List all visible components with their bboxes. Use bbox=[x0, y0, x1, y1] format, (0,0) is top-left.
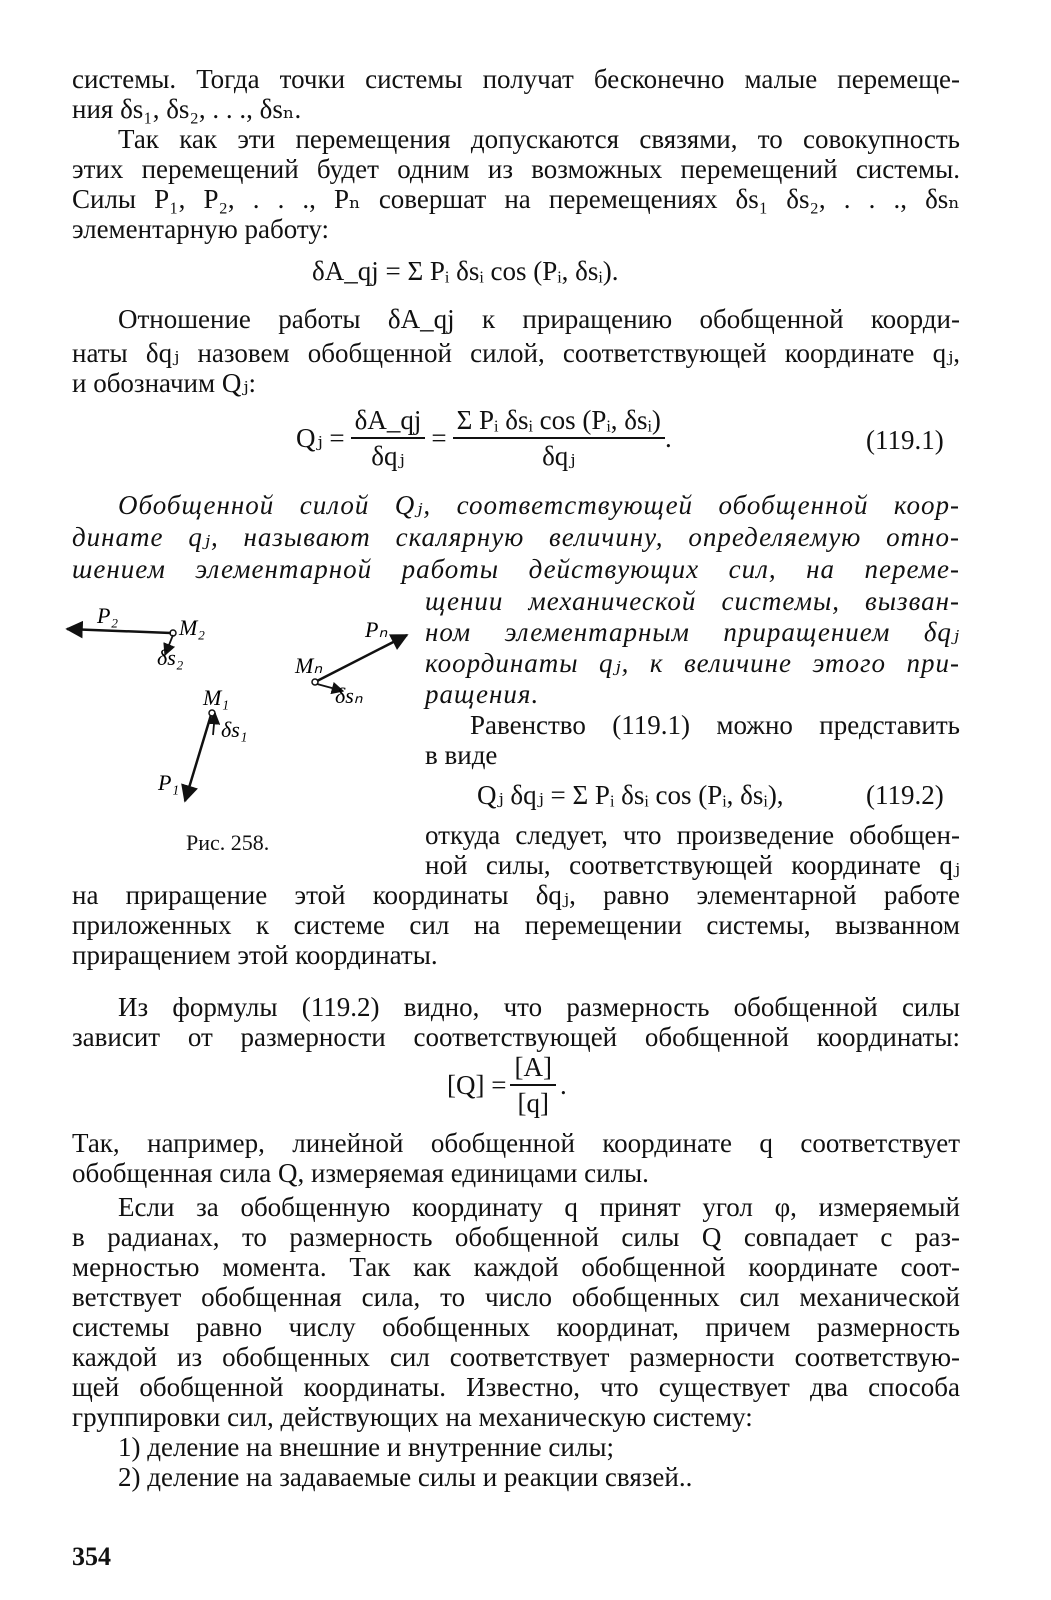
fraction-denominator: [q] bbox=[517, 1088, 549, 1118]
text-line: ном элементарным приращением δqⱼ bbox=[425, 617, 960, 647]
equation-number: (119.1) bbox=[866, 425, 944, 455]
text-line: мерностью момента. Так как каждой обобщенной координате соот- bbox=[72, 1252, 960, 1282]
fraction-numerator: Σ Pᵢ δsᵢ cos (Pᵢ, δsᵢ) bbox=[453, 405, 665, 439]
list-item: 2) деление на задаваемые силы и реакции связей.. bbox=[118, 1462, 693, 1492]
fraction-numerator: δA_qj bbox=[351, 405, 426, 439]
formula-119-2: Qⱼ δqⱼ = Σ Pᵢ δsᵢ cos (Pᵢ, δsᵢ), bbox=[477, 780, 784, 810]
text-line: зависит от размерности соответствующей обобщенной координаты: bbox=[72, 1022, 960, 1052]
formula-lhs: Qⱼ = bbox=[296, 423, 345, 453]
figure-258 bbox=[55, 595, 425, 820]
force-arrow-p2 bbox=[67, 629, 171, 633]
fraction bbox=[453, 405, 665, 471]
force-arrow-p1 bbox=[185, 715, 211, 801]
formula-lhs: [Q] = bbox=[447, 1070, 507, 1100]
text-line: системы равно числу обобщенных координат, причем размерность bbox=[72, 1312, 960, 1342]
text-line: системы. Тогда точки системы получат бесконечно малые перемеще- bbox=[72, 64, 960, 94]
period: . bbox=[664, 423, 672, 453]
equals-sign: = bbox=[431, 423, 447, 453]
formula-dimension bbox=[447, 1050, 567, 1120]
text-line: щей обобщенной координаты. Известно, что существует два способа bbox=[72, 1372, 960, 1402]
text-line: ветствует обобщенная сила, то число обобщенных сил механической bbox=[72, 1282, 960, 1312]
text-line: Равенство (119.1) можно представить bbox=[470, 710, 960, 740]
label-p1: P₁ bbox=[158, 770, 180, 795]
text-line: группировки сил, действующих на механическую систему: bbox=[72, 1402, 753, 1432]
text-line: координаты qⱼ, к величине этого при- bbox=[425, 648, 960, 678]
text-line: ной силы, соответствующей координате qⱼ bbox=[425, 850, 960, 880]
list-item: 1) деление на внешние и внутренние силы; bbox=[118, 1432, 614, 1462]
text-line: щении механической системы, вызван- bbox=[425, 586, 960, 616]
text-line: в радианах, то размерность обобщенной силы Q совпадает с раз- bbox=[72, 1222, 960, 1252]
text-line: ращения. bbox=[425, 679, 540, 709]
text-line: на приращение этой координаты δqⱼ, равно элементарной работе bbox=[72, 880, 960, 910]
fraction-denominator: δqⱼ bbox=[371, 441, 405, 471]
page-number: 354 bbox=[72, 1542, 111, 1571]
text-line: Так как эти перемещения допускаются связями, то совокупность bbox=[118, 124, 960, 154]
text-line: Из формулы (119.2) видно, что размерность обобщенной силы bbox=[118, 992, 960, 1022]
fraction bbox=[351, 405, 426, 471]
text-line: Так, например, линейной обобщенной координате q соответствует bbox=[72, 1128, 960, 1158]
force-arrow-pn bbox=[317, 635, 407, 681]
text-line: этих перемещений будет одним из возможных перемещений системы. bbox=[72, 154, 960, 184]
text-line: обобщенная сила Q, измеряемая единицами силы. bbox=[72, 1158, 649, 1188]
label-mn: Mₙ bbox=[295, 653, 323, 678]
label-m1: M₁ bbox=[203, 685, 229, 710]
text-line: динате qⱼ, называют скалярную величину, определяемую отно- bbox=[72, 522, 960, 552]
text-line: приложенных к системе сил на перемещении системы, вызванном bbox=[72, 910, 960, 940]
text-line: Силы P₁, P₂, . . ., Pₙ совершат на перемещениях δs₁ δs₂, . . ., δsₙ bbox=[72, 184, 960, 214]
text-line: в виде bbox=[425, 740, 498, 770]
text-line: ния δs₁, δs₂, . . ., δsₙ. bbox=[72, 94, 302, 124]
text-line: и обозначим Qⱼ: bbox=[72, 368, 256, 398]
text-line: откуда следует, что произведение обобщен- bbox=[425, 820, 960, 850]
label-pn: Pₙ bbox=[365, 617, 388, 642]
fraction bbox=[510, 1052, 555, 1118]
fraction-denominator: δqⱼ bbox=[542, 441, 576, 471]
label-ds2: δs₂ bbox=[157, 645, 184, 670]
label-p2: P₂ bbox=[97, 603, 119, 628]
label-m2: M₂ bbox=[179, 615, 205, 640]
text-line: каждой из обобщенных сил соответствует размерности соответствую- bbox=[72, 1342, 960, 1372]
equation-number: (119.2) bbox=[866, 780, 944, 810]
text-line: Отношение работы δA_qj к приращению обобщенной коорди- bbox=[118, 304, 960, 334]
fraction-numerator: [A] bbox=[510, 1052, 555, 1086]
label-ds1: δs₁ bbox=[221, 717, 248, 742]
formula-work: δA_qj = Σ Pᵢ δsᵢ cos (Pᵢ, δsᵢ). bbox=[312, 256, 619, 286]
text-line: Обобщенной силой Qⱼ, соответствующей обобщенной коор- bbox=[118, 490, 960, 520]
label-dsn: δsₙ bbox=[335, 683, 363, 708]
period: . bbox=[559, 1070, 567, 1100]
text-line: шением элементарной работы действующих сил, на переме- bbox=[72, 554, 960, 584]
text-line: Если за обобщенную координату q принят угол φ, измеряемый bbox=[118, 1192, 960, 1222]
text-line: элементарную работу: bbox=[72, 214, 330, 244]
text-line: приращением этой координаты. bbox=[72, 940, 438, 970]
formula-119-1 bbox=[296, 398, 672, 478]
text-line: наты δqⱼ назовем обобщенной силой, соответствующей координате qⱼ, bbox=[72, 338, 960, 368]
figure-caption: Рис. 258. bbox=[186, 830, 270, 855]
